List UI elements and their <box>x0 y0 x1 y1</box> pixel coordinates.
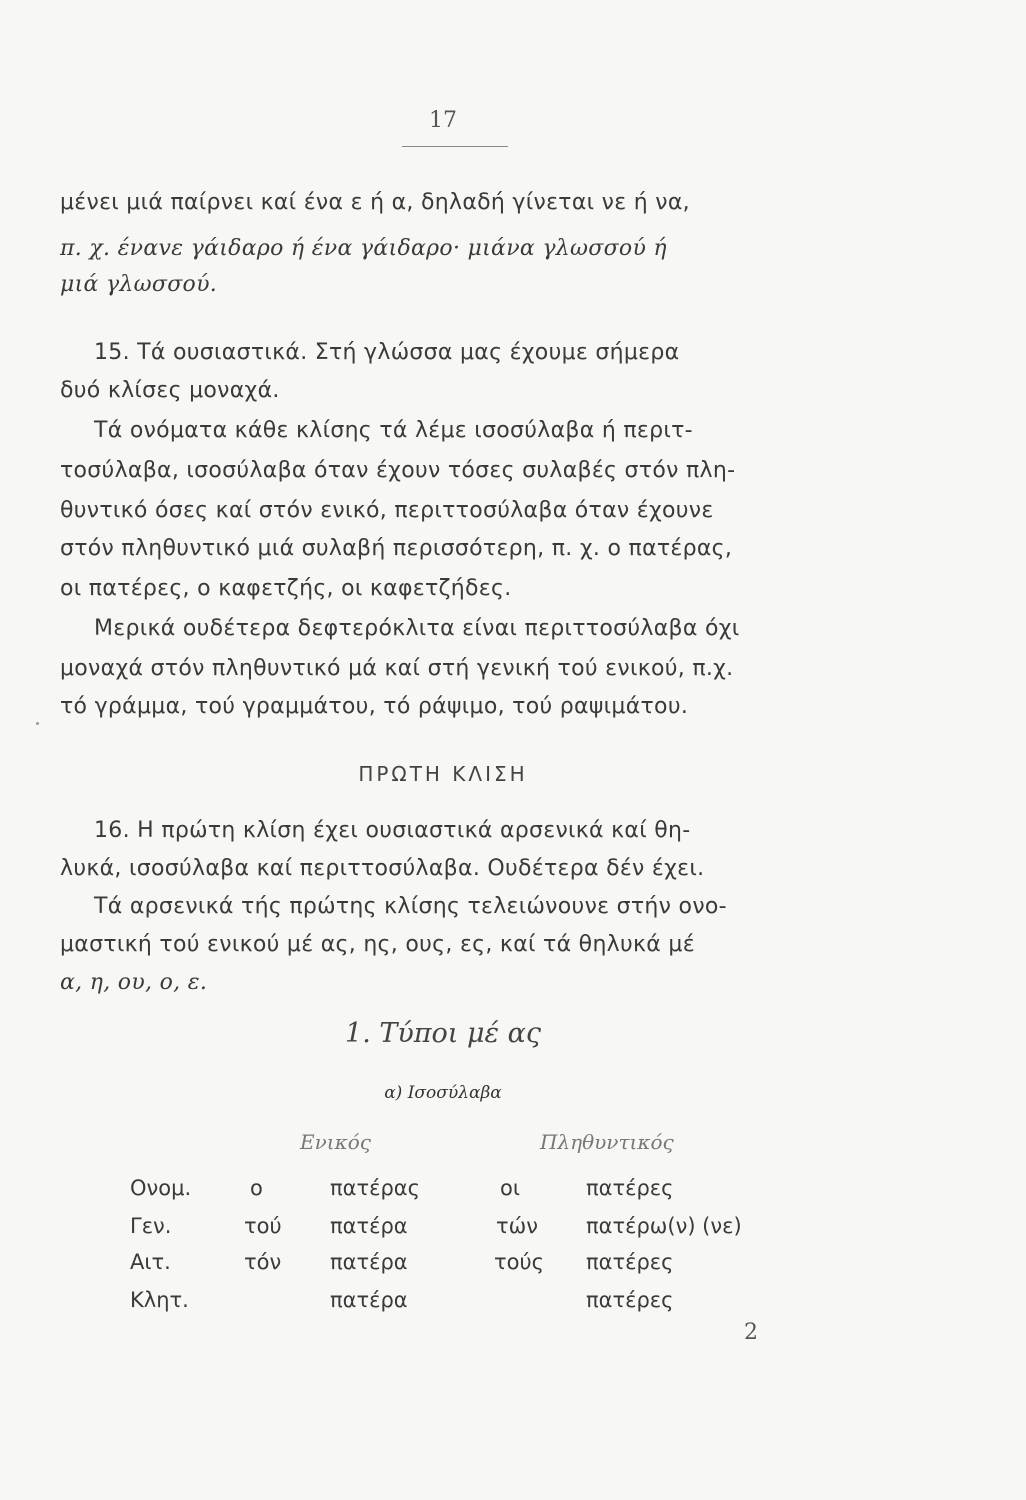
article-singular: τόν <box>244 1250 282 1274</box>
text-line: μιά γλωσσού. <box>60 272 218 297</box>
text-line: θυντικό όσες καί στόν ενικό, περιττοσύλαβα όταν έχουνε <box>60 498 714 523</box>
text-line: οι πατέρες, ο καφετζής, οι καφετζήδες. <box>60 576 512 601</box>
text-line: Τά αρσενικά τής πρώτης κλίσης τελειώνουνε στήν ονο- <box>94 894 727 919</box>
column-header-plural: Πληθυντικός <box>540 1130 674 1154</box>
text-line: π. χ. έναvε γάιδαρο ή ένα γάιδαρο· μιάνα γλωσσού ή <box>60 236 667 261</box>
subheading: 1. Τύποι μέ ας <box>345 1018 541 1049</box>
section-heading: ΠΡΩΤΗ ΚΛΙΣΗ <box>358 762 528 786</box>
text-line: μαστική τού ενικού μέ ας, ης, ους, ες, καί τά θηλυκά μέ <box>60 932 695 957</box>
header-rule <box>402 146 508 147</box>
form-plural: πατέρες <box>586 1288 674 1312</box>
signature-mark: 2 <box>744 1320 758 1345</box>
text-line: λυκά, ισοσύλαβα καί περιττοσύλαβα. Ουδέτερα δέν έχει. <box>60 856 705 881</box>
form-plural: πατέρες <box>586 1176 674 1200</box>
form-singular: πατέρα <box>330 1250 408 1274</box>
article-singular: ο <box>250 1176 263 1200</box>
paragraph-16-heading-line: 16. Η πρώτη κλίση έχει ουσιαστικά αρσενικά καί θη- <box>94 818 691 843</box>
article-plural: τούς <box>494 1250 544 1274</box>
text-line: μοναχά στόν πληθυντικό μά καί στή γενική τού ενικού, π.χ. <box>60 656 734 681</box>
form-plural: πατέρω(ν) (νε) <box>586 1214 742 1238</box>
paragraph-15-heading-line: 15. Τά ουσιαστικά. Στή γλώσσα μας έχουμε σήμερα <box>94 340 680 365</box>
page-number: 17 <box>429 108 457 133</box>
text-line: α, η, ου, ο, ε. <box>60 970 208 995</box>
text-line: στόν πληθυντικό μιά συλαβή περισσότερη, π. χ. ο πατέρας, <box>60 536 733 561</box>
form-plural: πατέρες <box>586 1250 674 1274</box>
form-singular: πατέρας <box>330 1176 420 1200</box>
text-line: μένει μιά παίρνει καί ένα ε ή α, δηλαδή γίνεται νε ή να, <box>60 190 690 215</box>
minor-heading: α) Ισοσύλαβα <box>384 1083 502 1103</box>
column-header-singular: Ενικός <box>300 1130 371 1154</box>
article-singular: τού <box>244 1214 282 1238</box>
text-line: Μερικά ουδέτερα δεφτερόκλιτα είναι περιττοσύλαβα όχι <box>94 616 740 641</box>
text-line: τοσύλαβα, ισοσύλαβα όταν έχουν τόσες συλαβές στόν πλη- <box>60 458 736 483</box>
form-singular: πατέρα <box>330 1214 408 1238</box>
case-label: Αιτ. <box>130 1250 171 1274</box>
case-label: Γεν. <box>130 1214 172 1238</box>
article-plural: τών <box>496 1214 538 1238</box>
case-label: Κλητ. <box>130 1288 189 1312</box>
text-line: τό γράμμα, τού γραμμάτου, τό ράψιμο, τού ραψιμάτου. <box>60 694 689 719</box>
article-plural: οι <box>500 1176 520 1200</box>
text-line: Τά ονόματα κάθε κλίσης τά λέμε ισοσύλαβα ή περιτ- <box>94 418 693 443</box>
case-label: Ονομ. <box>130 1176 192 1200</box>
paper-speck <box>36 722 39 725</box>
text-line: δυό κλίσες μοναχά. <box>60 378 280 403</box>
form-singular: πατέρα <box>330 1288 408 1312</box>
